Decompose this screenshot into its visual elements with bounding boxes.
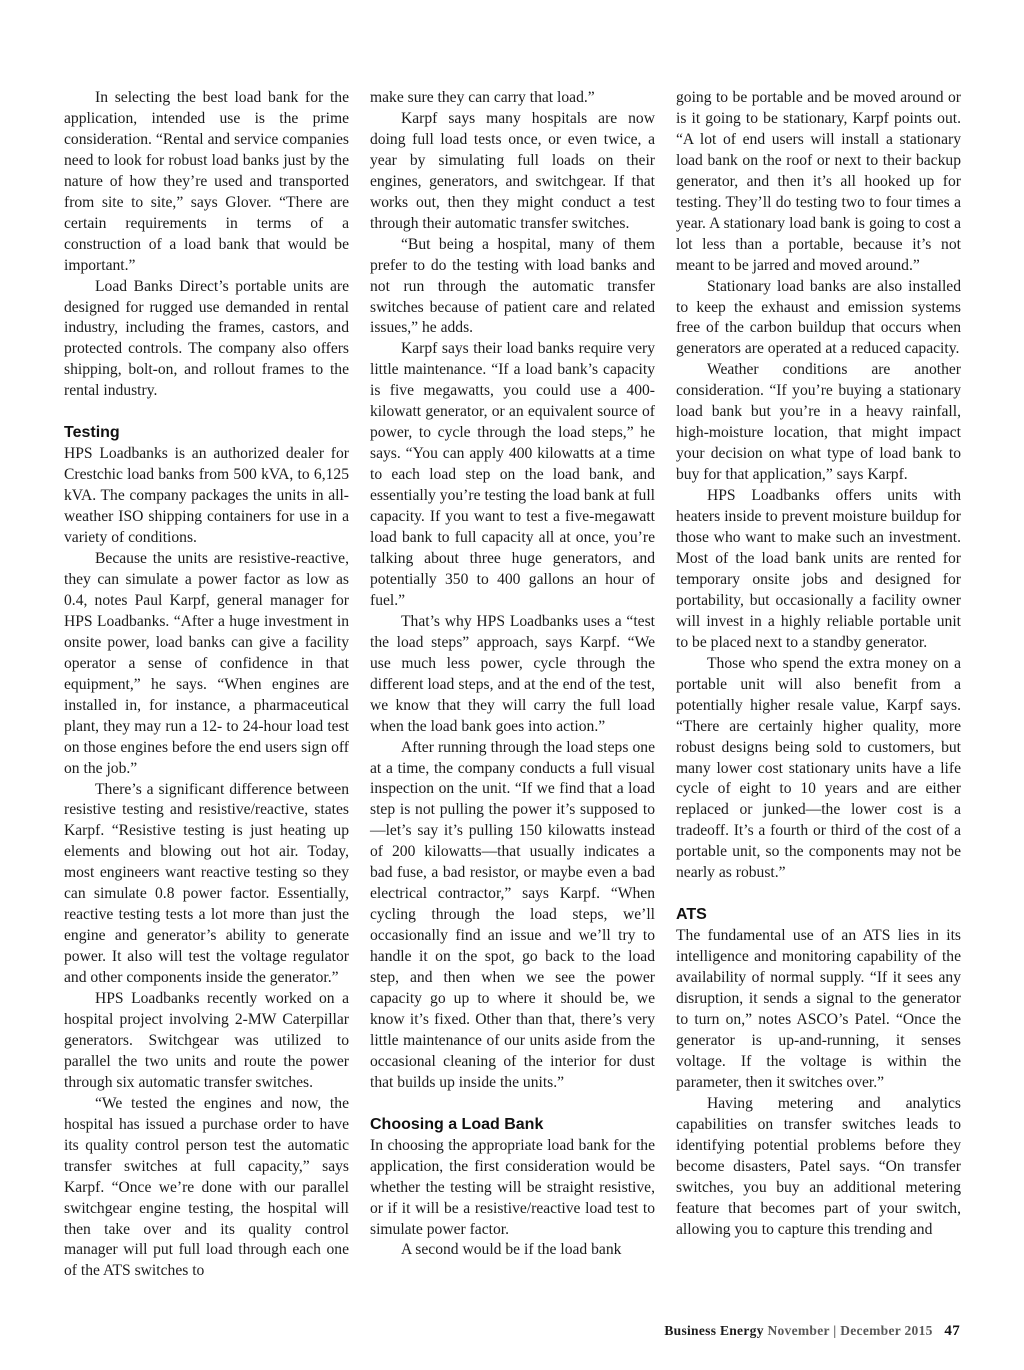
paragraph: There’s a significant difference between resistive testing and resistive/reactive, states Karpf. “Resistive testing is just heating up elements and blowing out hot air. Today, most engineers want reactive testing so they can simulate 0.8 power factor. Essentially, reactive testing tests a lot more than just the engine and generator’s ability to generate power. It also will test the voltage regulator and other components inside the generator.” xyxy=(64,780,349,987)
paragraph: Karpf says their load banks require very little maintenance. “If a load bank’s capacity is five megawatts, you could use a 400-kilowatt generator, or an equivalent source of power, to cycle through the load steps,” he says. “You can apply 400 kilowatts at a time to each load step on the load bank, and essentially you’re testing the load bank at full capacity. If you want to test a five-megawatt load bank to full capacity all at once, you’re talking about three huge generators, and potentially 350 to 400 gallons an hour of fuel.” xyxy=(370,340,655,609)
paragraph: HPS Loadbanks recently worked on a hospital project involving 2-MW Caterpillar generators. Switchgear was utilized to parallel the two units and route the power through six automatic transfer switches. xyxy=(64,990,349,1091)
article-column-2 xyxy=(370,88,655,1261)
paragraph: “We tested the engines and now, the hospital has issued a purchase order to have its quality control person test the automatic transfer switches at full capacity,” says Karpf. “Once we’re done with our parallel switchgear engine testing, the hospital will then take over and its quality control manager will put full load through each one of the ATS switches to xyxy=(64,1094,349,1280)
page-number: 47 xyxy=(944,1323,960,1339)
paragraph: Having metering and analytics capabilities on transfer switches leads to identifying potential problems before they become disasters, Patel says. “On transfer switches, you buy an additional metering feature that becomes part of your switch, allowing you to capture this trending and xyxy=(676,1094,961,1238)
paragraph: HPS Loadbanks offers units with heaters inside to prevent moisture buildup for those who want to make such an investment. Most of the load bank units are rented for temporary onsite jobs and designed for portability, but occasionally a facility owner will invest in a highly reliable portable unit to be placed next to a standby generator. xyxy=(676,487,961,651)
paragraph: In choosing the appropriate load bank for the application, the first consideration would be whether the testing will be straight resistive, or if it will be a resistive/reactive load test to simulate power factor. xyxy=(370,1136,655,1238)
paragraph: HPS Loadbanks is an authorized dealer for Crestchic load banks from 500 kVA, to 6,125 kVA. The company packages the units in all-weather ISO shipping containers for use in a variety of conditions. xyxy=(64,445,349,547)
paragraph: “But being a hospital, many of them prefer to do the testing with load banks and not run through the automatic transfer switches because of patient care and related issues,” he adds. xyxy=(370,235,655,337)
publication-name: Business Energy xyxy=(664,1323,764,1338)
section-heading-choosing: Choosing a Load Bank xyxy=(370,1115,544,1133)
paragraph: Load Banks Direct’s portable units are designed for rugged use demanded in rental industry, including the frames, castors, and protected controls. The company also offers shipping, bolt-on, and rollout frames to the rental industry. xyxy=(64,277,349,400)
paragraph: Stationary load banks are also installed to keep the exhaust and emission systems free of the carbon buildup that occurs when generators are operated at a reduced capacity. xyxy=(676,277,961,358)
paragraph: A second would be if the load bank xyxy=(401,1241,622,1259)
page-footer xyxy=(664,1323,960,1340)
section-heading-testing: Testing xyxy=(64,424,120,442)
paragraph: make sure they can carry that load.” xyxy=(370,89,595,106)
article-column-1 xyxy=(64,88,349,1282)
paragraph: After running through the load steps one at a time, the company conducts a full visual inspection on the unit. “If we find that a load step is not pulling the power it’s supposed to—let’s say it’s pulling 150 kilowatts instead of 200 kilowatts—that usually indicates a bad fuse, a bad resistor, or maybe even a bad electrical contractor,” says Karpf. “When cycling through the load steps, we’ll occasionally find an issue and we’ll try to handle it on the spot, go back to the load step, and then when we see the power capacity go up to where it should be, we know it’s fixed. Other than that, there’s very little maintenance of our units aside from the occasional cleaning of the interior for dust that builds up inside the units.” xyxy=(370,738,655,1091)
issue-date: November | December 2015 xyxy=(767,1323,933,1338)
paragraph: Because the units are resistive-reactive, they can simulate a power factor as low as 0.4, notes Paul Karpf, general manager for HPS Loadbanks. “After a huge investment in onsite power, load banks can give a facility operator a sense of confidence in that equipment,” he says. “When engines are installed in, for instance, a pharmaceutical plant, they may run a 12- to 24-hour load test on those engines before the end users sign off on the job.” xyxy=(64,550,349,777)
paragraph: Weather conditions are another consideration. “If you’re buying a stationary load bank but you’re in a heavy rainfall, high-moisture location, that might impact your decision on what type of load bank to buy for that application,” says Karpf. xyxy=(676,361,961,484)
section-heading-ats: ATS xyxy=(676,906,707,924)
article-column-3 xyxy=(676,88,961,1240)
paragraph: Karpf says many hospitals are now doing full load tests once, or even twice, a year by simulating full loads on their engines, generators, and switchgear. If that works out, then they might conduct a test through their automatic transfer switches. xyxy=(370,109,655,232)
paragraph: That’s why HPS Loadbanks uses a “test the load steps” approach, says Karpf. “We use much less power, cycle through the different load steps, and at the end of the test, we know that they will carry the full load when the load bank goes into action.” xyxy=(370,612,655,735)
paragraph: going to be portable and be moved around or is it going to be stationary, Karpf points out. “A lot of end users will install a stationary load bank on the roof or next to their backup generator, and then it’s all hooked up for testing. They’ll do testing two to four times a year. A stationary load bank is going to cost a lot less than a portable, because it’s not meant to be jarred and moved around.” xyxy=(676,89,961,274)
paragraph: The fundamental use of an ATS lies in its intelligence and monitoring capability of the availability of normal supply. “If it sees any disruption, it sends a signal to the generator to turn on,” notes ASCO’s Patel. “Once the generator is up-and-running, it senses voltage. If the voltage is within the parameter, then it switches over.” xyxy=(676,927,961,1091)
paragraph: Those who spend the extra money on a portable unit will also benefit from a potentially higher resale value, Karpf says. “There are certainly higher quality, more robust designs being sold to customers, but many lower cost stationary units have a life cycle of eight to 10 years and are either replaced or junked—the lower cost is a tradeoff. It’s a fourth or third of the cost of a portable unit, so the components may not be nearly as robust.” xyxy=(676,654,961,882)
paragraph: In selecting the best load bank for the application, intended use is the prime consideration. “Rental and service companies need to look for robust load banks just by the nature of how they’re used and transported from site to site,” says Glover. “There are certain requirements in terms of a construction of a load bank that would be important.” xyxy=(64,89,349,274)
